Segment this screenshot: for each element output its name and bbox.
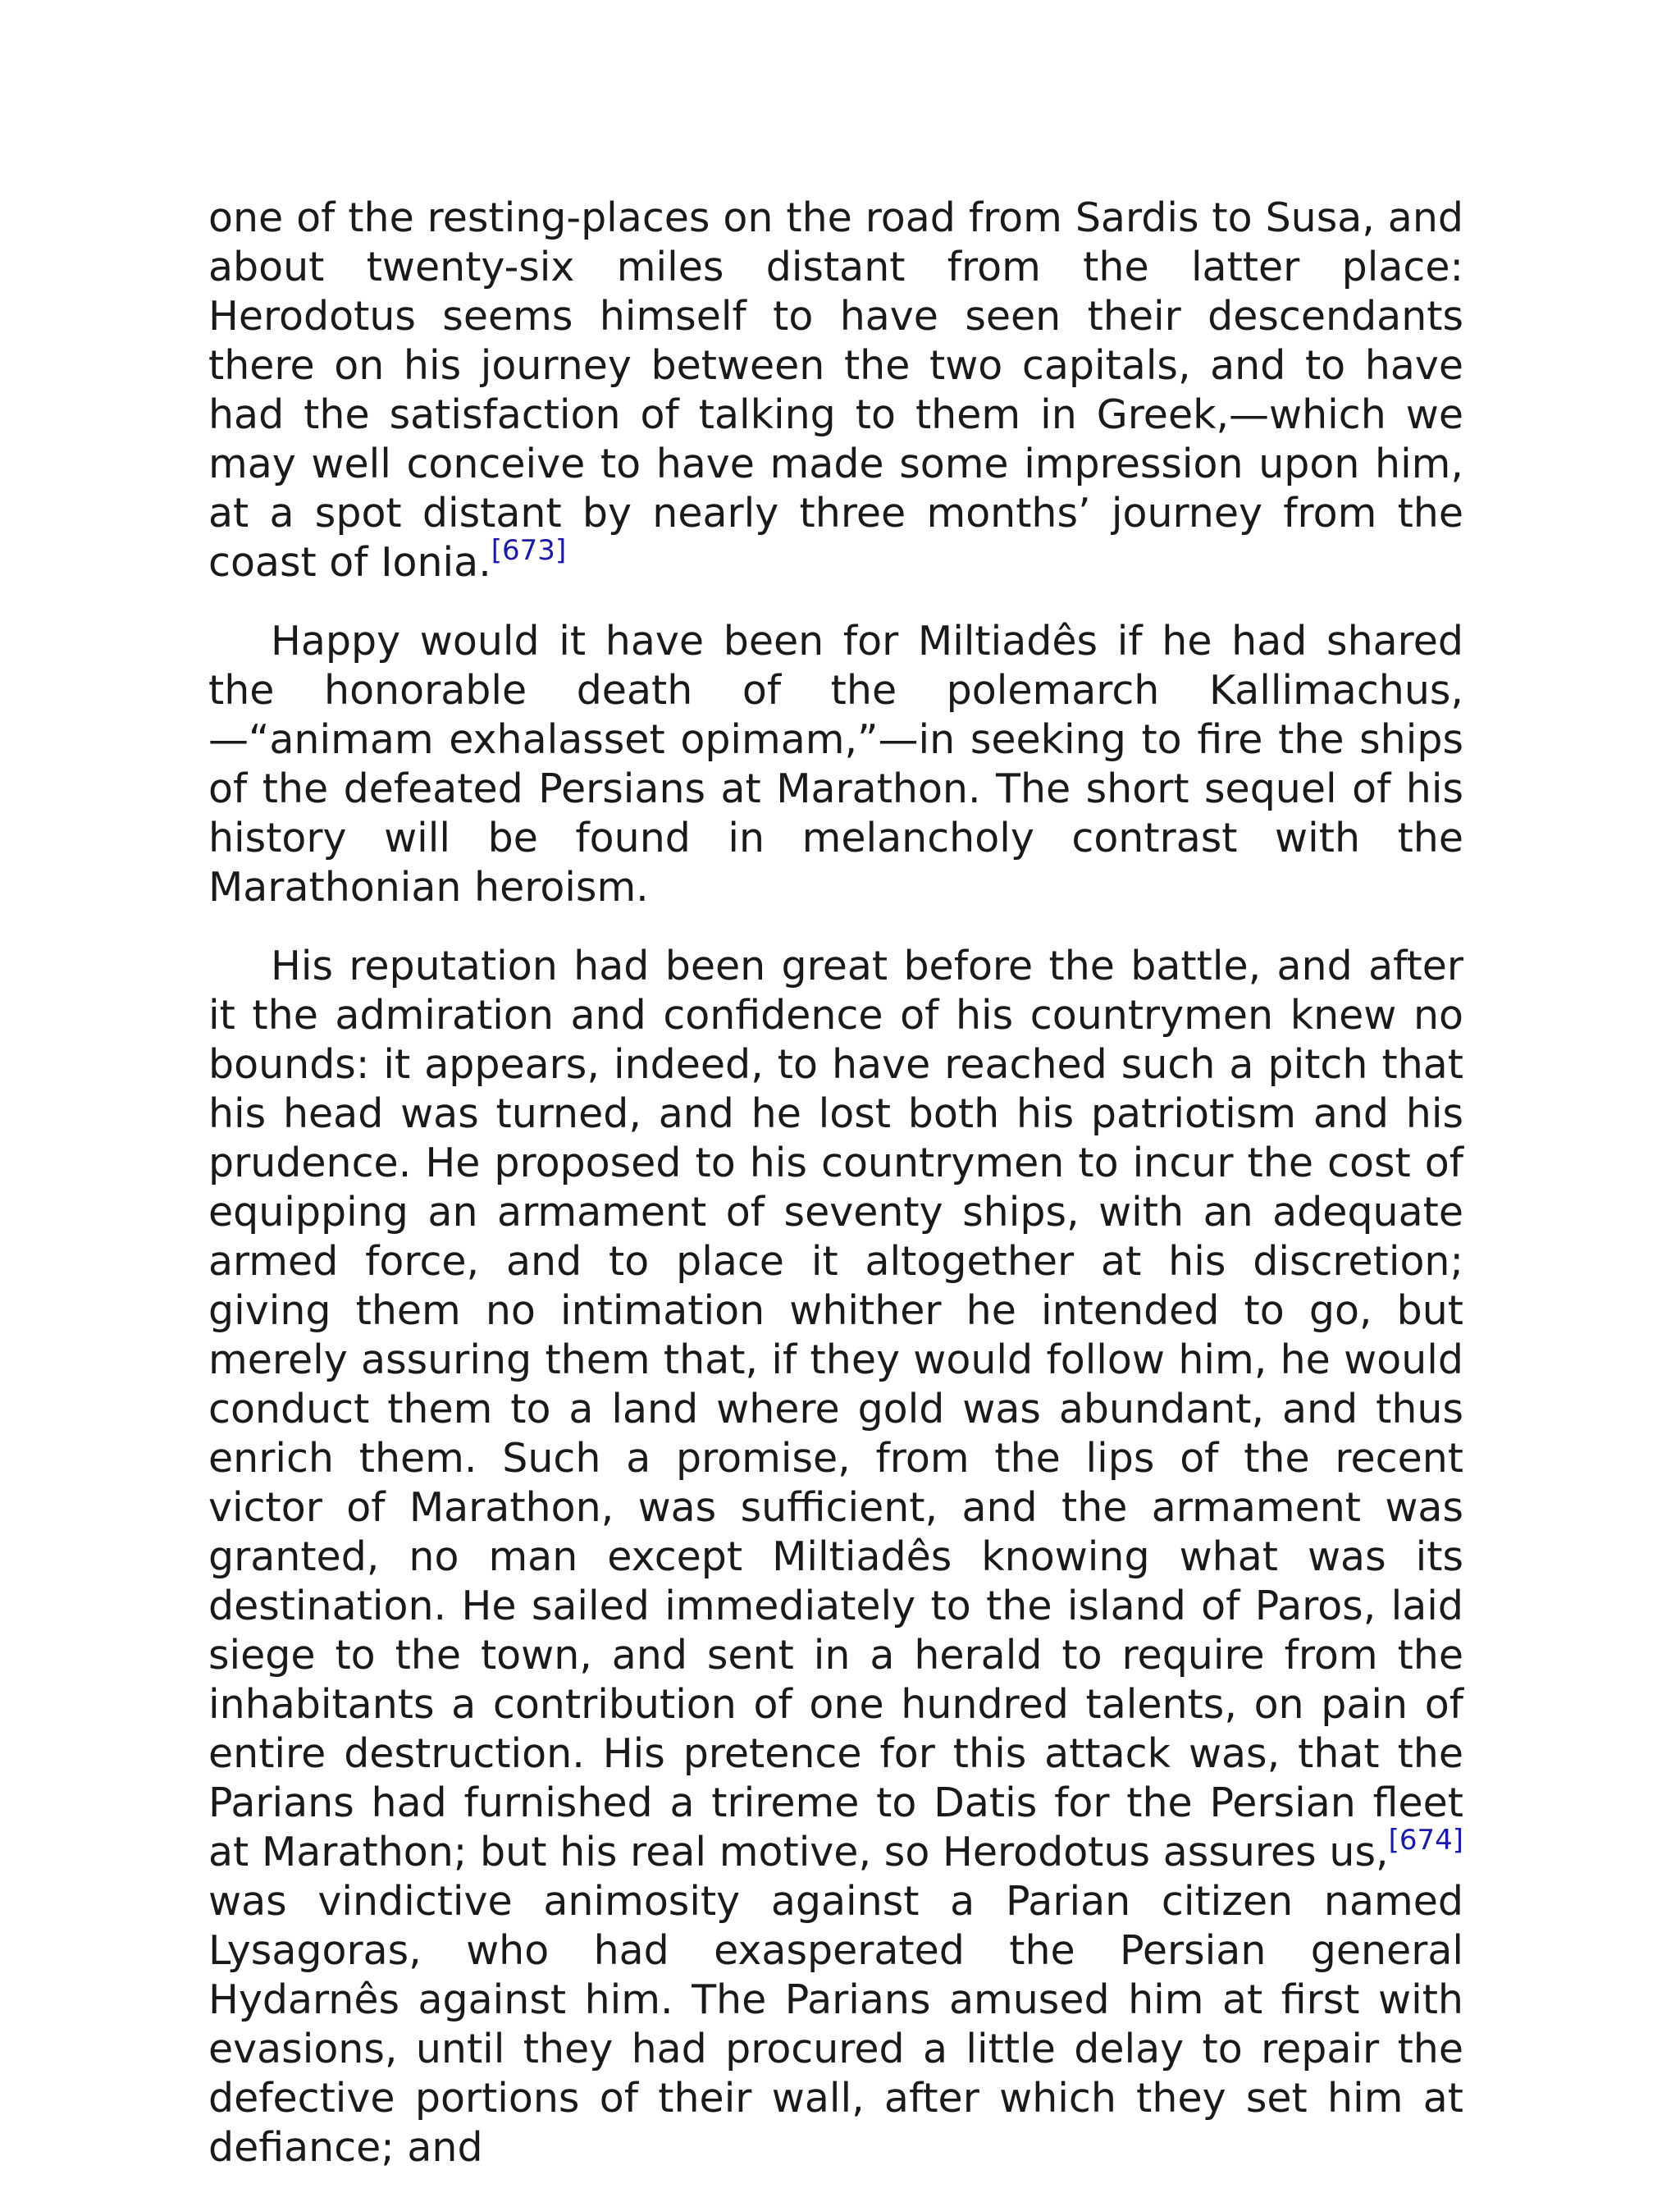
paragraph-2-text: Happy would it have been for Miltiadês if he had shared the honorable death of the polemarch Kallimachus,—“animam exhalasset opimam,”—in seeking to fire the ships of the defeated Persians at Marathon. The short sequel of his history will be found in melancholy contrast with the Marathonian heroism.	[208, 618, 1463, 911]
paragraph-3	[208, 942, 1463, 2172]
paragraph-1	[208, 194, 1463, 587]
page-body	[208, 194, 1463, 2202]
paragraph-1-text: one of the resting-places on the road from Sardis to Susa, and about twenty-six miles distant from the latter place: Herodotus seems himself to have seen their descendants there on his journey between the two capitals, and to have had the satisfaction of talking to them in Greek,—which we may well conceive to have made some impression upon him, at a spot distant by nearly three months’ journey from the coast of Ionia.	[208, 194, 1463, 586]
paragraph-3-text-after: was vindictive animosity against a Parian citizen named Lysagoras, who had exasperated the Persian general Hydarnês against him. The Parians amused him at first with evasions, until they had procured a little delay to repair the defective portions of their wall, after which they set him at defiance; and	[208, 1878, 1463, 2171]
paragraph-3-text: His reputation had been great before the battle, and after it the admiration and confidence of his countrymen knew no bounds: it appears, indeed, to have reached such a pitch that his head was turned, and he lost both his patriotism and his prudence. He proposed to his countrymen to incur the cost of equipping an armament of seventy ships, with an adequate armed force, and to place it altogether at his discretion; giving them no intimation whither he intended to go, but merely assuring them that, if they would follow him, he would conduct them to a land where gold was abundant, and thus enrich them. Such a promise, from the lips of the recent victor of Marathon, was sufficient, and the armament was granted, no man except Miltiadês knowing what was its destination. He sailed immediately to the island of Paros, laid siege to the town, and sent in a herald to require from the inhabitants a contribution of one hundred talents, on pain of entire destruction. His pretence for this attack was, that the Parians had furnished a trireme to Datis for the Persian fleet at Marathon; but his real motive, so Herodotus assures us,	[208, 943, 1463, 1875]
footnote-link-674[interactable]: [674]	[1388, 1824, 1463, 1857]
paragraph-2	[208, 617, 1463, 912]
footnote-link-673[interactable]: [673]	[491, 534, 567, 567]
